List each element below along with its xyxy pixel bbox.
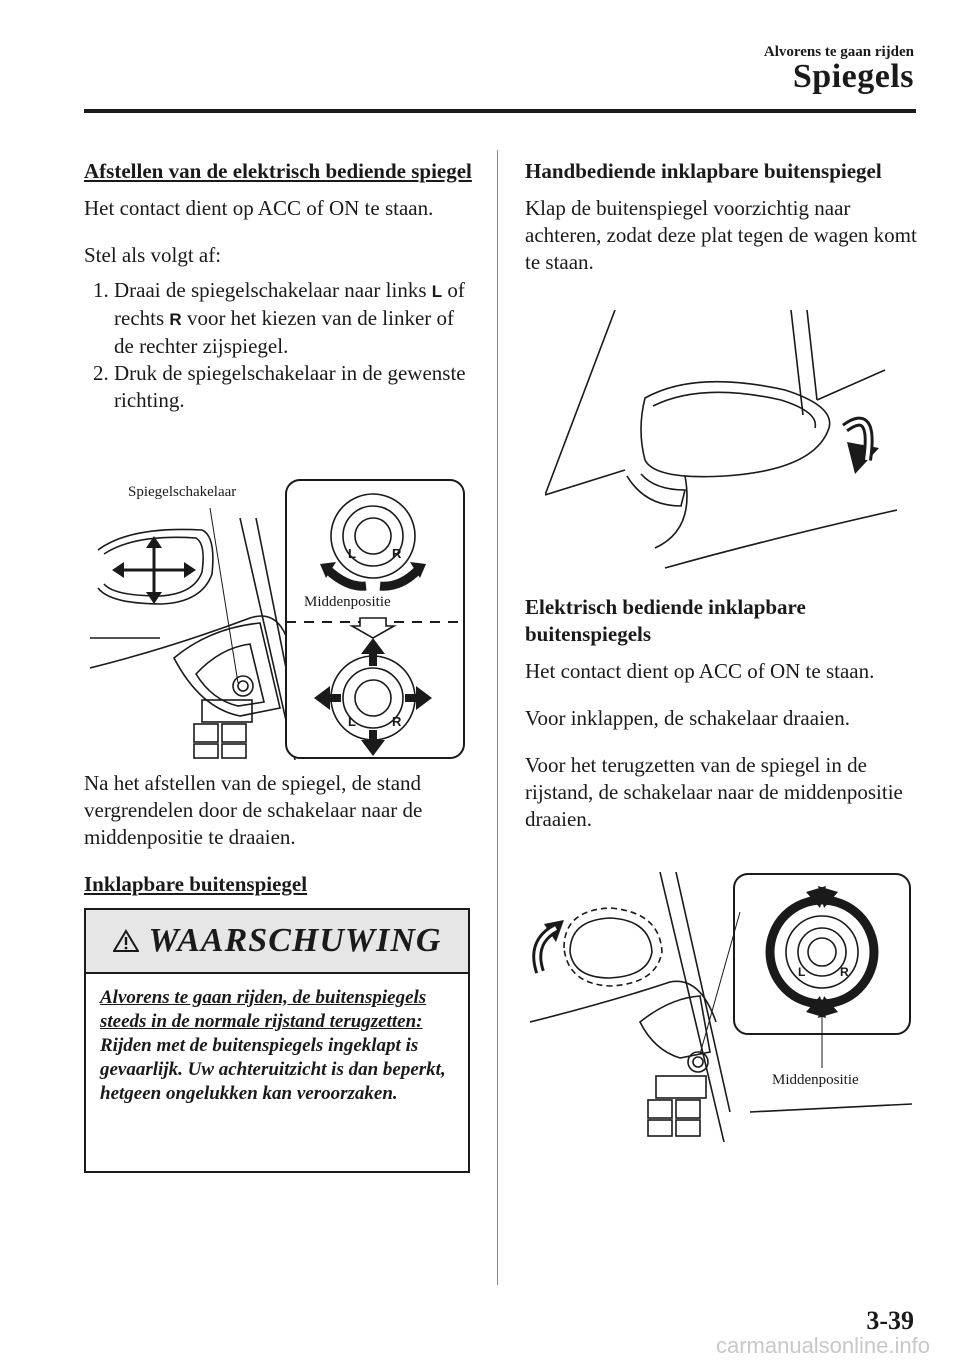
right-column xyxy=(525,158,920,296)
step-1-text-b: of rechts xyxy=(114,278,465,330)
right-column-lower xyxy=(525,594,920,853)
key-r-icon: R xyxy=(169,310,182,329)
heading-foldable-mirror: Inklapbare buitenspiegel xyxy=(84,872,308,896)
step-2: 2. Druk de spiegelschakelaar in de gewenste richting. xyxy=(114,360,479,414)
warning-triangle-icon xyxy=(113,929,139,953)
section-title: Alvorens te gaan rijden xyxy=(763,44,914,60)
heading-mirror-adjust: Afstellen van de elektrisch bediende spiegel xyxy=(84,159,472,183)
figure-manual-fold xyxy=(545,310,897,578)
svg-text:R: R xyxy=(392,714,402,729)
heading-manual-fold: Handbediende inklapbare buitenspiegel xyxy=(525,159,882,183)
warning-body: Rijden met de buitenspiegels ingeklapt is gevaarlijk. Uw achteruitzicht is dan beperkt, hetgeen ongelukken kan veroorzaken. xyxy=(100,1035,446,1104)
header-rule xyxy=(84,109,916,113)
left-column-lower xyxy=(84,770,479,908)
paragraph-manual-fold: Klap de buitenspiegel voorzichtig naar achteren, zodat deze plat tegen de wagen komt te staan. xyxy=(525,196,917,274)
figure-label-middle-position: Middenpositie xyxy=(304,594,391,610)
step-1-text-a: Draai de spiegelschakelaar naar links xyxy=(114,278,432,302)
figure-electric-fold xyxy=(530,872,912,1142)
warning-header xyxy=(86,910,468,974)
figure-mirror-switch-illustration xyxy=(90,478,468,760)
paragraph-lock: Na het afstellen van de spiegel, de stand vergrendelen door de schakelaar naar de middenpositie te draaien. xyxy=(84,771,423,849)
paragraph-ignition-right: Het contact dient op ACC of ON te staan. xyxy=(525,659,875,683)
warning-underlined: Alvorens te gaan rijden, de buitenspiegels steeds in de normale rijstand terugzetten: xyxy=(100,987,427,1032)
figure-manual-fold-illustration xyxy=(545,310,897,578)
adjust-steps xyxy=(84,277,479,414)
page-title: Spiegels xyxy=(792,58,914,95)
paragraph-adjust-intro: Stel als volgt af: xyxy=(84,243,222,267)
paragraph-fold: Voor inklappen, de schakelaar draaien. xyxy=(525,706,850,730)
page-number: 3-39 xyxy=(866,1306,914,1335)
figure-label-middle-position-2: Middenpositie xyxy=(772,1072,859,1088)
warning-box xyxy=(84,908,470,1173)
key-l-icon: L xyxy=(431,282,443,301)
svg-text:L: L xyxy=(348,546,356,561)
svg-text:L: L xyxy=(348,714,356,729)
step-1-text-c: voor het kiezen van de linker of de rechter zijspiegel. xyxy=(114,306,455,358)
paragraph-ignition: Het contact dient op ACC of ON te staan. xyxy=(84,196,434,220)
svg-text:R: R xyxy=(392,546,402,561)
left-column xyxy=(84,158,479,432)
paragraph-unfold: Voor het terugzetten van de spiegel in de rijstand, de schakelaar naar de middenpositie draaien. xyxy=(525,753,903,831)
svg-text:L: L xyxy=(798,965,806,979)
column-divider xyxy=(497,150,498,1285)
step-1 xyxy=(114,277,479,360)
figure-label-switch: Spiegelschakelaar xyxy=(128,484,237,500)
heading-electric-fold: Elektrisch bediende inklapbare buitenspiegels xyxy=(525,595,806,646)
svg-text:R: R xyxy=(840,965,849,979)
warning-title: WAARSCHUWING xyxy=(148,922,442,959)
figure-mirror-switch xyxy=(90,478,468,760)
watermark: carmanualsonline.info xyxy=(715,1333,930,1358)
figure-electric-fold-illustration xyxy=(530,872,912,1142)
warning-text xyxy=(86,974,468,1106)
